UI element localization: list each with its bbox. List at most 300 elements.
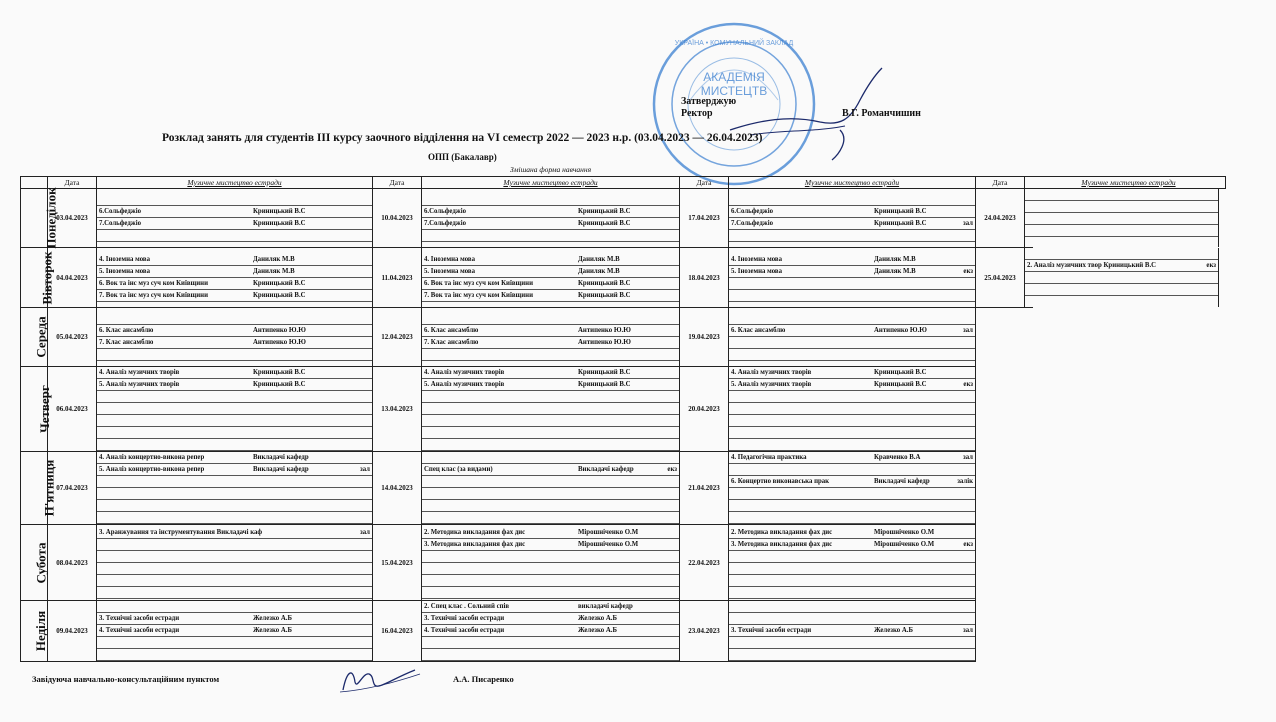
lesson-teacher: Мірошніченко О.М (578, 540, 639, 548)
lesson-teacher: Криницький В.С (578, 208, 631, 215)
program-label: ОПП (Бакалавр) (428, 152, 497, 162)
lesson-line (729, 427, 975, 439)
lesson-line (729, 488, 975, 500)
date-cell: 20.04.2023 (680, 367, 729, 452)
lesson-line (97, 637, 372, 649)
lesson-subject: 4. Аналіз музичних творів (424, 369, 505, 376)
date-header: Дата (680, 177, 729, 189)
lesson-teacher: Железко А.Б (578, 615, 617, 622)
lessons-cell (422, 601, 680, 662)
lesson-line (97, 551, 372, 563)
empty-cell (1025, 308, 1033, 367)
day-name-cell (21, 525, 48, 601)
lesson-note: зал (962, 454, 973, 461)
lesson-subject: 3. Методика викладання фах дис (731, 540, 833, 548)
lesson-line (1025, 260, 1218, 272)
lesson-note: екз (963, 267, 973, 275)
date-cell: 05.04.2023 (48, 308, 97, 367)
lesson-line (97, 601, 372, 613)
day-name-cell (21, 308, 48, 367)
lesson-subject: 7. Вок та інс муз суч ком Київщини (424, 291, 534, 299)
lesson-line (97, 349, 372, 361)
lesson-line (97, 254, 372, 266)
page-title: Розклад занять для студентів ІІІ курсу заочного відділення на VI семестр 2022 — 2023 н.р. (03.04.2023 — 26.04.2023) (162, 132, 763, 144)
lesson-line (422, 551, 679, 563)
lesson-subject: 4. Іноземна мова (731, 255, 782, 263)
lesson-line (729, 539, 975, 551)
lesson-line (729, 551, 975, 563)
lesson-line (729, 337, 975, 349)
lesson-line (422, 563, 679, 575)
date-header: Дата (976, 177, 1025, 189)
lessons-cell (729, 189, 976, 248)
day-name: Вівторок (39, 251, 55, 304)
footer-name: А.А. Писаренко (453, 674, 514, 684)
lesson-line (729, 587, 975, 599)
date-cell: 25.04.2023 (976, 248, 1025, 308)
lesson-teacher: Криницький В.С (578, 279, 631, 287)
subject-header: Музичне мистецтво естради (422, 177, 680, 189)
date-cell: 19.04.2023 (680, 308, 729, 367)
lesson-line (422, 476, 679, 488)
empty-cell (976, 452, 1025, 525)
date-cell: 03.04.2023 (48, 189, 97, 248)
lessons-cell (422, 367, 680, 452)
lesson-subject: 4. Технічні засоби естради (424, 627, 505, 634)
lesson-line (729, 563, 975, 575)
lesson-line (97, 476, 372, 488)
lesson-note: зал (359, 466, 370, 473)
lesson-line (422, 539, 679, 551)
lesson-teacher: Криницький В.С (253, 220, 306, 227)
day-name-cell (21, 367, 52, 452)
lesson-subject: 7.Сольфеджіо (731, 220, 774, 227)
date-cell: 11.04.2023 (373, 248, 422, 308)
empty-cell (976, 525, 1025, 601)
lesson-line (729, 254, 975, 266)
date-cell: 16.04.2023 (373, 601, 422, 662)
lesson-line (729, 367, 975, 379)
lesson-note: зал (359, 528, 370, 536)
lesson-line (97, 539, 372, 551)
lesson-subject: 5. Іноземна мова (731, 267, 782, 275)
approval-label: Затверджую (681, 96, 737, 107)
date-header: Дата (48, 177, 97, 189)
lesson-line (97, 290, 372, 302)
day-row (21, 525, 1033, 601)
lesson-line (97, 427, 372, 439)
date-cell: 08.04.2023 (48, 525, 97, 601)
lesson-subject: 2. Спец клас . Сольний спів (424, 603, 510, 610)
lesson-teacher: Железко А.Б (253, 615, 292, 622)
lesson-teacher: Даниляк М.В (578, 255, 620, 263)
lesson-note: залік (957, 478, 973, 485)
lesson-teacher: Криницький В.С (578, 381, 631, 388)
lesson-teacher: викладачі кафедр (578, 603, 633, 610)
lesson-line (422, 587, 679, 599)
lessons-cell (1025, 248, 1216, 308)
empty-cell (976, 308, 1025, 367)
lesson-subject: 7.Сольфеджіо (99, 220, 142, 227)
lesson-line (422, 427, 679, 439)
empty-cell (976, 601, 1025, 662)
lesson-line (422, 230, 679, 242)
lesson-line (729, 218, 975, 230)
lessons-cell (422, 248, 680, 308)
stamp-ring-text: УКРАЇНА • КОМУНАЛЬНИЙ ЗАКЛАД (674, 40, 794, 47)
date-cell: 15.04.2023 (373, 525, 422, 601)
subject-header-4: Музичне мистецтво естради (1032, 176, 1226, 189)
lesson-line (97, 206, 372, 218)
lessons-cell (422, 525, 680, 601)
lessons-cell (97, 601, 373, 662)
lesson-line (422, 649, 679, 661)
lesson-teacher: Мірошніченко О.М (874, 528, 935, 536)
lesson-teacher: Антипенко Ю.Ю (253, 339, 306, 346)
lesson-line (729, 464, 975, 476)
day-row (21, 308, 1033, 367)
lesson-line (422, 325, 679, 337)
lesson-line (422, 512, 679, 524)
lesson-line (97, 266, 372, 278)
lesson-teacher: Мірошніченко О.М (578, 528, 639, 536)
lesson-subject: 5. Аналіз концертно-викона репер (99, 466, 205, 473)
lesson-subject: 3. Технічні засоби естради (731, 627, 812, 634)
lesson-teacher: Мірошніченко О.М (874, 540, 935, 548)
lesson-line (422, 367, 679, 379)
lessons-cell (729, 308, 976, 367)
lesson-subject: 4. Аналіз музичних творів (731, 369, 812, 376)
footer-position: Завідуюча навчально-консультаційним пунктом (32, 674, 220, 684)
lesson-line (97, 649, 372, 661)
empty-cell (1025, 452, 1033, 525)
lesson-line (729, 439, 975, 451)
lessons-cell (1025, 189, 1033, 248)
lesson-subject: 5. Аналіз музичних творів (99, 381, 180, 388)
lesson-line (729, 613, 975, 625)
lesson-line (97, 337, 372, 349)
lessons-cell (422, 189, 680, 248)
lesson-line (97, 512, 372, 524)
lesson-line (729, 575, 975, 587)
lessons-cell (97, 308, 373, 367)
lessons-cell (729, 601, 976, 662)
lesson-subject: 6. Вок та інс муз суч ком Київщини (424, 279, 534, 287)
lesson-teacher: Викладачі кафедр (578, 466, 634, 473)
lesson-line (97, 415, 372, 427)
lesson-teacher: Викладачі кафедр (253, 466, 309, 473)
lesson-teacher: Криницький В.С (578, 369, 631, 376)
lesson-line (729, 194, 975, 206)
lesson-line (97, 625, 372, 637)
lesson-subject: 4. Аналіз концертно-викона репер (99, 454, 205, 461)
lesson-subject: 2. Методика викладання фах дис (424, 528, 526, 536)
lesson-teacher: Криницький В.С (874, 381, 927, 388)
lesson-line (729, 325, 975, 337)
lesson-line (97, 452, 372, 464)
lessons-cell (97, 452, 373, 525)
lesson-teacher: Криницький В.С (874, 369, 927, 376)
lesson-teacher: Криницький В.С (578, 220, 631, 227)
lesson-line (729, 379, 975, 391)
lesson-note: екз (963, 540, 973, 548)
lesson-line (729, 266, 975, 278)
lesson-line (97, 194, 372, 206)
lessons-cell (97, 367, 373, 452)
lesson-line (1025, 225, 1218, 237)
empty-cell (1025, 601, 1033, 662)
lesson-line (97, 391, 372, 403)
lessons-cell (729, 525, 976, 601)
lesson-line (97, 230, 372, 242)
day-name-cell (21, 248, 55, 308)
day-row (21, 189, 1033, 248)
lesson-line (422, 266, 679, 278)
lesson-subject: 3. Аранжування та інструментування Викладачі каф (99, 528, 263, 536)
lessons-cell (729, 452, 976, 525)
lesson-teacher: Железко А.Б (253, 627, 292, 634)
lesson-line (422, 415, 679, 427)
lesson-line (729, 637, 975, 649)
day-name: Субота (33, 541, 49, 584)
date-cell: 18.04.2023 (680, 248, 729, 308)
lesson-subject: 7. Клас ансамблю (99, 339, 154, 346)
lesson-subject: 2. Аналіз музичних твор Криницький В.С (1027, 262, 1157, 269)
lesson-teacher: Даниляк М.В (578, 267, 620, 275)
lesson-line (729, 649, 975, 661)
lesson-note: зал (962, 627, 973, 634)
lesson-line (97, 403, 372, 415)
lesson-line (97, 379, 372, 391)
subject-header: Музичне мистецтво естради (97, 177, 373, 189)
day-row (21, 248, 1033, 308)
lesson-line (422, 379, 679, 391)
lesson-subject: 5. Іноземна мова (424, 267, 475, 275)
lesson-teacher: Даниляк М.В (874, 267, 916, 275)
lesson-line (97, 367, 372, 379)
lessons-cell (422, 452, 680, 525)
lesson-line (729, 625, 975, 637)
empty-cell (1025, 367, 1033, 452)
lesson-teacher: Антипенко Ю.Ю (578, 327, 631, 334)
empty-cell (976, 367, 1025, 452)
lesson-line (729, 476, 975, 488)
lesson-subject: 6. Клас ансамблю (731, 327, 786, 334)
lesson-line (422, 439, 679, 451)
lesson-teacher: Криницький В.С (253, 208, 306, 215)
lesson-teacher: Антипенко Ю.Ю (578, 339, 631, 346)
lesson-line (422, 254, 679, 266)
lesson-subject: 4. Технічні засоби естради (99, 627, 180, 634)
lesson-line (422, 313, 679, 325)
lesson-teacher: Антипенко Ю.Ю (253, 327, 306, 334)
lesson-subject: 6.Сольфеджіо (731, 208, 774, 215)
lesson-note: екз (963, 381, 973, 388)
lesson-note: екз (1206, 262, 1216, 269)
lesson-line (1025, 213, 1218, 225)
lesson-line (422, 194, 679, 206)
lesson-line (729, 601, 975, 613)
lesson-line (422, 613, 679, 625)
lesson-line (422, 500, 679, 512)
lesson-line (97, 587, 372, 599)
lesson-subject: 4. Аналіз музичних творів (99, 369, 180, 376)
date-cell: 06.04.2023 (48, 367, 97, 452)
lesson-teacher: Кравченко В.А (874, 454, 921, 461)
lesson-line (422, 206, 679, 218)
lesson-subject: 7.Сольфеджіо (424, 220, 467, 227)
date-cell: 12.04.2023 (373, 308, 422, 367)
lesson-subject: 6. Концертно виконавська прак (731, 478, 830, 485)
lesson-line (422, 278, 679, 290)
table-header-row (21, 177, 1033, 189)
date-cell: 22.04.2023 (680, 525, 729, 601)
lesson-teacher: Даниляк М.В (253, 267, 295, 275)
study-form-label: Змішана форма навчання (510, 165, 592, 174)
lesson-teacher: Криницький В.С (253, 291, 306, 299)
lesson-line (1025, 248, 1218, 260)
lesson-line (729, 452, 975, 464)
date-cell: 09.04.2023 (48, 601, 97, 662)
lesson-line (422, 625, 679, 637)
lesson-line (97, 278, 372, 290)
stamp-center-text: АКАДЕМІЯ МИСТЕЦТВ (700, 70, 768, 98)
lesson-line (97, 439, 372, 451)
lesson-line (729, 278, 975, 290)
lesson-subject: 4. Іноземна мова (99, 255, 150, 263)
lesson-line (422, 488, 679, 500)
lesson-line (422, 391, 679, 403)
date-cell: 21.04.2023 (680, 452, 729, 525)
date-cell: 07.04.2023 (48, 452, 97, 525)
lesson-line (729, 391, 975, 403)
lesson-subject: 5. Аналіз музичних творів (424, 381, 505, 388)
lesson-teacher: Криницький В.С (578, 291, 631, 299)
lesson-line (729, 500, 975, 512)
lesson-subject: 6. Вок та інс муз суч ком Київщини (99, 279, 209, 287)
lesson-line (97, 500, 372, 512)
lesson-line (729, 415, 975, 427)
lesson-subject: 4. Іноземна мова (424, 255, 475, 263)
lesson-teacher: Железко А.Б (578, 627, 617, 634)
lessons-cell (97, 189, 373, 248)
schedule-table (20, 176, 1216, 662)
lessons-cell (422, 308, 680, 367)
lesson-subject: 5. Іноземна мова (99, 267, 150, 275)
lesson-subject: 3. Технічні засоби естради (99, 615, 180, 622)
lesson-line (97, 527, 372, 539)
empty-cell (1025, 525, 1033, 601)
day-row (21, 452, 1033, 525)
lesson-line (422, 349, 679, 361)
day-name-cell (21, 601, 48, 662)
lesson-line (729, 403, 975, 415)
day-row (21, 601, 1033, 662)
lesson-teacher: Криницький В.С (874, 220, 927, 227)
lesson-note: зал (962, 327, 973, 334)
lesson-subject: 6.Сольфеджіо (99, 208, 142, 215)
day-name: Середа (33, 316, 49, 358)
lessons-cell (729, 248, 976, 308)
date-cell: 13.04.2023 (373, 367, 422, 452)
lesson-line (422, 290, 679, 302)
day-row (21, 367, 1033, 452)
day-name: Понеділок (43, 187, 59, 249)
lesson-subject: 5. Аналіз музичних творів (731, 381, 812, 388)
lesson-line (422, 637, 679, 649)
lesson-line (97, 218, 372, 230)
rector-label: Ректор (681, 108, 713, 119)
lesson-line (97, 464, 372, 476)
lesson-subject: 2. Методика викладання фах дис (731, 528, 833, 536)
lesson-line (729, 349, 975, 361)
lesson-subject: 3. Методика викладання фах дис (424, 540, 526, 548)
lesson-line (729, 527, 975, 539)
lessons-cell (729, 367, 976, 452)
date-cell: 23.04.2023 (680, 601, 729, 662)
lesson-subject: 3. Технічні засоби естради (424, 615, 505, 622)
lesson-line (1025, 189, 1218, 201)
lesson-line (97, 575, 372, 587)
lesson-subject: 4. Педагогічна практика (731, 454, 807, 461)
lesson-line (422, 452, 679, 464)
lesson-teacher: Антипенко Ю.Ю (874, 327, 927, 334)
rector-name: В.Г. Романчишин (842, 108, 921, 119)
day-name-cell (21, 187, 59, 249)
lesson-note: екз (667, 466, 677, 473)
lesson-line (422, 527, 679, 539)
lesson-note: зал (962, 220, 973, 227)
date-cell: 17.04.2023 (680, 189, 729, 248)
date-cell: 10.04.2023 (373, 189, 422, 248)
day-name: Четверг (36, 385, 52, 433)
date-cell: 14.04.2023 (373, 452, 422, 525)
lesson-line (1025, 272, 1218, 284)
lesson-subject: 6.Сольфеджіо (424, 208, 467, 215)
head-signature (335, 660, 425, 700)
lesson-line (729, 512, 975, 524)
lesson-line (729, 230, 975, 242)
lesson-teacher: Викладачі кафедр (874, 478, 930, 485)
lesson-subject: 7. Клас ансамблю (424, 339, 479, 346)
lesson-line (97, 488, 372, 500)
lessons-cell (97, 525, 373, 601)
date-cell: 24.04.2023 (976, 189, 1025, 248)
lesson-teacher: Криницький В.С (253, 381, 306, 388)
lessons-cell (97, 248, 373, 308)
lesson-teacher: Криницький В.С (253, 369, 306, 376)
lesson-line (729, 206, 975, 218)
lesson-teacher: Викладачі кафедр (253, 454, 309, 461)
lesson-line (97, 325, 372, 337)
subject-header: Музичне мистецтво естради (729, 177, 976, 189)
lesson-teacher: Даниляк М.В (874, 255, 916, 263)
lesson-teacher: Железко А.Б (874, 627, 913, 634)
lesson-line (422, 337, 679, 349)
lesson-teacher: Даниляк М.В (253, 255, 295, 263)
lesson-subject: Спец клас (за видами) (424, 466, 493, 473)
lesson-subject: 7. Вок та інс муз суч ком Київщини (99, 291, 209, 299)
date-header: Дата (373, 177, 422, 189)
day-name: Неділя (33, 610, 49, 652)
lesson-line (422, 218, 679, 230)
lesson-line (422, 403, 679, 415)
day-name: П'ятниця (41, 459, 57, 517)
lesson-line (729, 313, 975, 325)
lesson-line (422, 601, 679, 613)
date-cell: 04.04.2023 (48, 248, 97, 308)
lesson-teacher: Криницький В.С (874, 208, 927, 215)
